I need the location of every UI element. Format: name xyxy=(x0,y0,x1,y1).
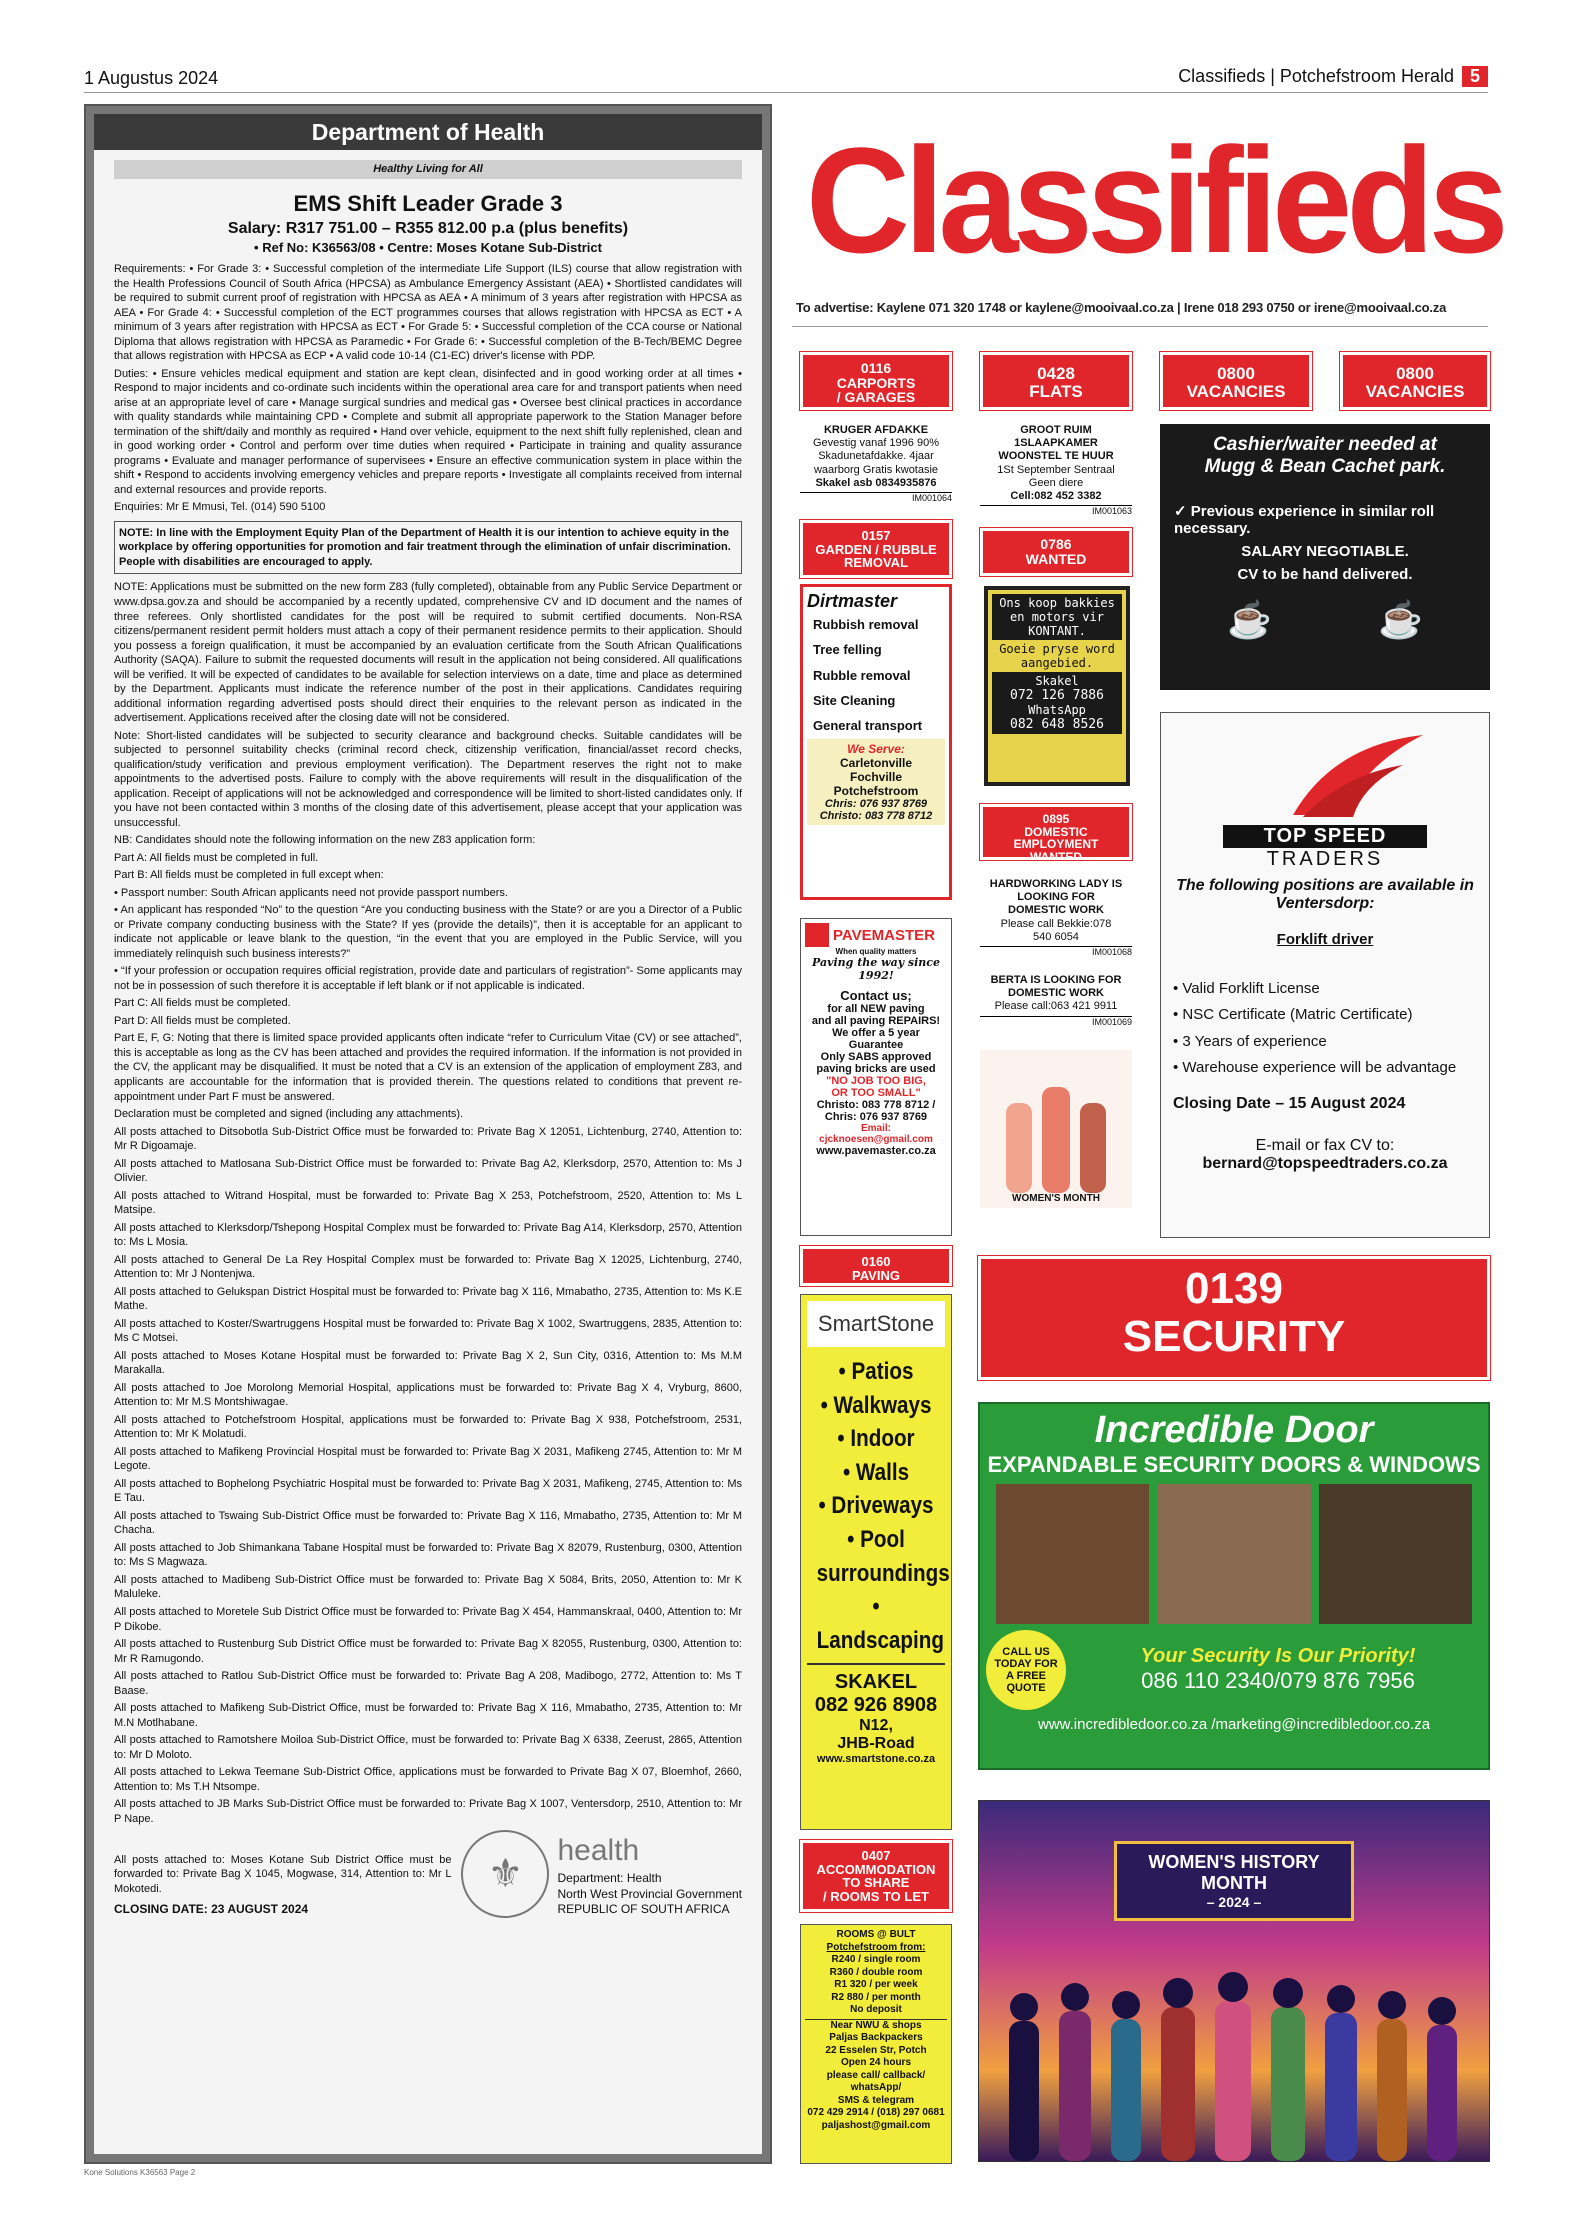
ad-line: • Pool xyxy=(847,1525,905,1553)
ad-line: surroundings xyxy=(816,1559,950,1587)
ad-line: Contact us; xyxy=(840,988,912,1003)
ad-line: • Walkways xyxy=(820,1391,932,1419)
window-photo-icon xyxy=(1157,1484,1310,1624)
application-paragraph: NB: Candidates should note the following information on the new Z83 application form: xyxy=(114,834,536,847)
ad-line: 540 6054 xyxy=(1033,930,1079,943)
application-paragraph: Part D: All fields must be completed. xyxy=(114,1014,291,1027)
ad-line: Open 24 hours xyxy=(840,2057,911,2068)
ad-line: • Driveways xyxy=(818,1492,934,1520)
ad-line: 22 Esselen Str, Potch xyxy=(825,2044,927,2056)
application-paragraph: All posts attached to Mafikeng Provincial Hospital must be forwarded to: Private Bag X 2031, Mafikeng 2745, Attention to: Mr M Legote. xyxy=(114,1445,742,1473)
application-paragraph: Part C: All fields must be completed. xyxy=(114,997,291,1010)
ad-line: Christo: 083 778 8712 / xyxy=(816,1099,936,1111)
ad-line: Skakel xyxy=(1035,674,1079,688)
page-date: 1 Augustus 2024 xyxy=(84,68,219,88)
page-header xyxy=(1178,66,1488,87)
ad-line: DOMESTIC WORK xyxy=(1008,904,1104,917)
application-paragraph: Note: Short-listed candidates will be subjected to security clearance and background checks. Suitable candidates will be subjected to personnel suitability checks (criminal record check, citizenship verification, financial/asset record checks, qualification/study verification and previous employment verification). The Department reserves the right not to make appointments to the advertised posts. Failure to comply with the above requirements will result in the disqualification of the application. Receipt of applications will not be acknowledged and correspondence will be limited to short-listed candidates only. If you have not been contacted within 3 months of the closing date of this advertisement, please accept that your application was unsuccessful. xyxy=(114,729,742,829)
ad-line: SMS & telegram xyxy=(837,2094,915,2106)
application-paragraph: • An applicant has responded “No” to the question “Are you conducting business with the State? or are you a Director of a Public or Private company conducting business with the State? If yes (provide the details)”, then it is acceptable for an applicant to indicate not applicable or leave blank to the question, “in the event that you are employed in the Public Service, will you immediately relinquish such business interests?” xyxy=(114,904,742,960)
ad-url: www.smartstone.co.za xyxy=(816,1753,936,1766)
ad-line: 072 126 7886 xyxy=(1010,688,1104,703)
advertise-contacts: To advertise: Kaylene 071 320 1748 or kaylene@mooivaal.co.za | Irene 018 293 0750 or irene@mooivaal.co.za xyxy=(796,300,1447,315)
door-photos xyxy=(996,1484,1472,1624)
application-paragraph: All posts attached to Moses Kotane Hospital must be forwarded to: Private Bag X 2, Sun City, 0316, Attention to: Ms M.M Marakalla. xyxy=(114,1349,742,1377)
ad-line: EXPANDABLE SECURITY DOORS & WINDOWS xyxy=(987,1451,1481,1477)
masthead-rule xyxy=(792,326,1488,327)
ad-line: R1 320 / per week xyxy=(834,1979,918,1990)
ad-line: WhatsApp xyxy=(1028,703,1086,717)
ad-line: Ons koop bakkies xyxy=(999,596,1115,610)
ad-line: Mugg & Bean Cachet park. xyxy=(1204,456,1446,477)
application-paragraph: All posts attached to Joe Morolong Memorial Hospital, applications must be forwarded to: Private Bag X 4, Vryburg, 8600, Attention to: Mr M.S Montshiwagae. xyxy=(114,1381,742,1409)
application-paragraph: All posts attached to Job Shimankana Tabane Hospital must be forwarded to: Private Bag X 82079, Rustenburg, 0300, Attention to: Ms S Magwaza. xyxy=(114,1541,742,1569)
wing-logo-icon xyxy=(1173,725,1477,825)
application-paragraph: Part A: All fields must be completed in full. xyxy=(114,851,319,864)
application-paragraph: All posts attached to Tswaing Sub-District Office must be forwarded to: Private Bag X 116, Mmabatho, 2735, Attention to: Mr M Chacha. xyxy=(114,1509,742,1537)
ad-line: Cashier/waiter needed at xyxy=(1213,434,1437,455)
post-title: EMS Shift Leader Grade 3 xyxy=(293,190,563,216)
ad-line: LOOKING FOR xyxy=(1017,891,1095,904)
ad-brand: TOP SPEED xyxy=(1223,825,1427,848)
ad-line: please call/ callback/ whatsApp/ xyxy=(826,2069,926,2093)
poster-year: – 2024 – xyxy=(1206,1894,1262,1910)
cat-paving: 0160 PAVING xyxy=(800,1246,952,1286)
ad-line: • NSC Certificate (Matric Certificate) xyxy=(1173,1006,1413,1024)
page-number: 5 xyxy=(1462,66,1488,87)
cat-vacancies-1: 0800 VACANCIES xyxy=(1160,352,1312,410)
ad-line: "NO JOB TOO BIG, xyxy=(826,1075,926,1087)
ad-email: bernard@topspeedtraders.co.za xyxy=(1202,1155,1448,1172)
ad-dirtmaster xyxy=(800,584,952,900)
ad-url: www.pavemaster.co.za xyxy=(816,1145,936,1157)
ad-line: Please call Bekkie:078 xyxy=(1000,917,1112,930)
ad-line: R360 / double room xyxy=(829,1966,923,1978)
enquiries: Enquiries: Mr E Mmusi, Tel. (014) 590 5100 xyxy=(114,501,326,514)
application-notes xyxy=(114,580,742,1826)
ad-hardworking xyxy=(980,878,1132,958)
ad-phone: 086 110 2340/079 876 7956 xyxy=(1141,1668,1415,1694)
ad-position: Forklift driver xyxy=(1276,931,1374,948)
ad-line: Skadunetafdakke. 4jaar xyxy=(818,450,934,463)
ad-line: R2 880 / per month xyxy=(831,1991,921,2003)
ad-phone: 082 926 8908 xyxy=(814,1694,938,1717)
health-tagline: Healthy Living for All xyxy=(114,160,742,179)
ad-line: Only SABS approved xyxy=(820,1051,932,1063)
ad-line: Near NWU & shops xyxy=(805,2019,947,2033)
ad-line: Geen diere xyxy=(1028,476,1084,489)
ad-line: We offer a 5 year xyxy=(832,1027,920,1039)
women-figures-icon xyxy=(979,1941,1490,2161)
ad-line: Guarantee xyxy=(848,1039,904,1051)
application-paragraph: Declaration must be completed and signed (including any attachments). xyxy=(114,1108,464,1121)
ad-cashier-waiter xyxy=(1160,424,1490,690)
ad-brand-sub: TRADERS xyxy=(1266,848,1384,870)
ad-line: • Patios xyxy=(838,1358,914,1385)
ad-line: SALARY NEGOTIABLE. xyxy=(1241,543,1409,560)
application-paragraph: All posts attached to Madibeng Sub-District Office must be forwarded to: Private Bag X 5084, Brits, 2050, Attention to: Mr K Maluleke. xyxy=(114,1573,742,1601)
ad-line: waarborg Gratis kwotasie xyxy=(813,463,939,476)
ad-line: Fochville xyxy=(849,769,902,784)
duties: Duties: • Ensure vehicles medical equipment and station are kept clean, disinfected and in good working order at all times • Respond to major incidents and co-ordinate such incidents within the operational area care for and transport patients when need arise at an appropriate level of care • Manage surgical sundries and medical gas • Oversee best clinical practices in accordance with quality standards while maintaining CPD • Complete and submit all appropriate paperwork to the Station Manager before termination of the shift/daily and monthly as required • Hand over vehicle, equipment to the next shift fully replenished, clean and in good working order • Control and perform over time duties when required • Participate in training and quality assurance programs • Evaluate and manager performance of supervisees • Ensure an effective communication system in place within the shift • Respond to accidents involving emergency vehicles and prepare reports • Investigate all complaints received from internal and external resources and provide reports. xyxy=(114,367,742,496)
ad-ref: IM001063 xyxy=(980,505,1132,517)
ad-line: Tree felling xyxy=(813,642,882,658)
application-paragraph: Part B: All fields must be completed in full except when: xyxy=(114,869,384,882)
coffee-cups-icon: ☕ ☕ xyxy=(1227,599,1423,640)
ad-phone: 072 429 2914 / (018) 297 0681 xyxy=(807,2107,945,2118)
ad-line: for all NEW paving xyxy=(827,1003,925,1015)
ad-line: Rubble removal xyxy=(813,667,911,683)
application-paragraph: All posts attached to Klerksdorp/Tshepong Hospital Complex must be forwarded to: Private Bag A14, Klerksdorp, 2570, Attention to: Ms L Mosia. xyxy=(114,1221,742,1249)
ad-line: Potchefstroom xyxy=(833,783,919,798)
ad-line: SKAKEL xyxy=(807,1663,945,1694)
application-paragraph: All posts attached to Mafikeng Sub-District Office, must be forwarded to: Private Bag X 116, Mmabatho, 2735, Attention to: Mr M.N Motlhabane. xyxy=(114,1702,742,1729)
ad-line: Christo: 083 778 8712 xyxy=(819,809,933,822)
ad-rooms-bult xyxy=(800,1924,952,2164)
ad-line: We Serve: xyxy=(847,741,905,756)
ad-line: 1St September Sentraal xyxy=(997,463,1115,476)
logo-line: North West Provincial Government xyxy=(557,1886,742,1901)
ad-line: • 3 Years of experience xyxy=(1173,1032,1327,1050)
post-ref: • Ref No: K36563/08 • Centre: Moses Kotane Sub-District xyxy=(254,240,602,256)
ad-line: General transport xyxy=(813,718,923,734)
ad-groot-ruim xyxy=(980,424,1132,517)
application-paragraph: All posts attached to Gelukspan District Hospital must be forwarded to: Private bag X 116, Mmabatho, 2735, Attention to: Ms K.E Mathe. xyxy=(114,1285,742,1313)
ad-kruger-afdakke xyxy=(800,424,952,504)
ad-line: R240 / single room xyxy=(831,1954,921,1965)
ad-line: Gevestig vanaf 1996 90% xyxy=(813,437,939,450)
ad-brand: PAVEMASTER xyxy=(833,926,935,944)
cat-vacancies-2: 0800 VACANCIES xyxy=(1340,352,1490,410)
ad-line: The following positions are available in Ventersdorp: xyxy=(1176,877,1474,912)
last-post: All posts attached to: Moses Kotane Sub District Office must be forwarded to: Private Bag X 1045, Mogwase, 314, Attention to: Mr L Mokotedi. xyxy=(114,1853,452,1895)
ad-incredible-door xyxy=(978,1402,1490,1770)
application-paragraph: All posts attached to Matlosana Sub-District Office must be forwarded to: Private Bag A2, Klerksdorp, 2570, Attention to: Ms J Olivier. xyxy=(114,1157,742,1185)
ad-line: BERTA IS LOOKING FOR xyxy=(990,974,1122,986)
equity-note: NOTE: In line with the Employment Equity Plan of the Department of Health it is our intention to achieve equity in the workplace by offering opportunities for promotion and fair treatment through the elimination of unfair discrimination. People with disabilities are encouraged to apply. xyxy=(114,521,742,575)
paper-name: Classifieds | Potchefstroom Herald xyxy=(1178,66,1454,86)
ad-line: CV to be hand delivered. xyxy=(1237,566,1413,583)
application-paragraph: All posts attached to Ratlou Sub-District Office must be forwarded to: Private Bag A 208, Madibogo, 2772, Attention to: Ms T Baase. xyxy=(114,1670,742,1697)
requirements: Requirements: • For Grade 3: • Successful completion of the intermediate Life Support (ILS) course that allow registration with the Health Professions Council of South Africa (HPCSA) as Ambulance Emergency Assistant (AEA) • Shortlisted candidates will be required to submit current proof of registration with HPCSA as AEA • A minimum of 3 years after registration with HPCSA as AEA • For Grade 4: • Successful completion of the ECT programmes courses that allows registration with HPCSA as ECT • A minimum of 3 years after registration with HPCSA as ECT • For Grade 5: • Successful completion of the CCA course or National Diploma that allows registration with HPCSA as Paramedic • For Grade 6: • Successful completion of the B-Tech/BEMC Degree that allows registration with HPCSA as ECP • A valid code 10-14 (C1-EC) driver's license with PDP. xyxy=(114,263,742,363)
ad-line: 1SLAAPKAMER xyxy=(1014,437,1098,450)
cat-garden-rubble: 0157 GARDEN / RUBBLE REMOVAL xyxy=(800,520,952,578)
application-paragraph: • Passport number: South African applicants need not provide passport numbers. xyxy=(114,886,508,899)
ad-line: Rubbish removal xyxy=(813,617,919,632)
ad-line: KRUGER AFDAKKE xyxy=(823,424,929,436)
health-advert xyxy=(84,104,772,2164)
ad-line: Chris: 076 937 8769 xyxy=(824,1111,928,1123)
door-photo-icon xyxy=(996,1484,1149,1624)
ad-line: Carletonville xyxy=(839,755,913,770)
call-badge: CALL US TODAY FOR A FREE QUOTE xyxy=(986,1630,1066,1710)
ad-closing: Closing Date – 15 August 2024 xyxy=(1173,1095,1406,1112)
coat-of-arms-icon: ⚜ xyxy=(461,1830,549,1918)
health-banner: Department of Health xyxy=(94,114,762,150)
cat-carports: 0116 CARPORTS / GARAGES xyxy=(800,352,952,410)
ad-line: Paving the way since 1992! xyxy=(812,956,940,982)
application-paragraph: All posts attached to Ditsobotla Sub-District Office must be forwarded to: Private Bag X 12051, Lichtenburg, 2740, Attention to: Mr R Digoamaje. xyxy=(114,1125,742,1153)
ad-ref: IM001068 xyxy=(980,946,1132,958)
ad-ref: IM001069 xyxy=(980,1016,1132,1028)
poster-title: WOMEN'S HISTORY MONTH xyxy=(1148,1852,1320,1893)
ad-line: OR TOO SMALL" xyxy=(831,1087,921,1099)
ad-brand: Incredible Door xyxy=(1094,1409,1374,1451)
ad-line: Please call:063 421 9911 xyxy=(994,1000,1118,1013)
ad-line: WOONSTEL TE HUUR xyxy=(998,450,1114,463)
ad-line: HARDWORKING LADY IS xyxy=(989,878,1123,890)
ad-line: paving bricks are used xyxy=(816,1063,936,1075)
ad-line: ROOMS @ BULT xyxy=(836,1929,916,1940)
ad-line: JHB-Road xyxy=(837,1735,915,1753)
ad-line: ✓ Previous experience in similar roll necessary. xyxy=(1174,503,1435,537)
pavemaster-logo-icon xyxy=(805,923,829,947)
health-logo xyxy=(461,1830,742,1918)
womens-month-graphic xyxy=(980,1050,1132,1208)
ad-line: and all paving REPAIRS! xyxy=(811,1015,941,1027)
application-paragraph: All posts attached to Moretele Sub District Office must be forwarded to: Private Bag X 454, Hammanskraal, 0400, Attention to: Mr P Dikobe. xyxy=(114,1606,742,1633)
logo-word: health xyxy=(557,1834,640,1868)
ad-line: E-mail or fax CV to: xyxy=(1255,1137,1395,1154)
ad-line: • Valid Forklift License xyxy=(1173,980,1320,997)
ad-line: • Walls xyxy=(842,1458,910,1486)
ad-line: No deposit xyxy=(850,2004,902,2015)
ad-ons-koop xyxy=(984,586,1130,786)
ad-line: Goeie pryse word xyxy=(999,642,1115,656)
cat-security: 0139 SECURITY xyxy=(978,1256,1490,1380)
ad-url: www.incredibledoor.co.za /marketing@incredibledoor.co.za xyxy=(1037,1715,1431,1733)
application-paragraph: All posts attached to Ramotshere Moiloa Sub-District Office, must be forwarded to: Private Bag X 6338, Zeerust, 2865, Attention to: Mr D Moloto. xyxy=(114,1734,742,1761)
cat-wanted: 0786 WANTED xyxy=(980,528,1132,576)
ad-line: Paljas Backpackers xyxy=(829,2032,923,2043)
gate-photo-icon xyxy=(1319,1484,1472,1624)
raised-fists-icon xyxy=(986,1073,1126,1193)
logo-line: Department: Health xyxy=(557,1870,662,1885)
ad-line: N12, xyxy=(859,1717,893,1735)
ad-line: KONTANT. xyxy=(1028,624,1086,638)
application-paragraph: All posts attached to General De La Rey Hospital Complex must be forwarded to: Private Bag X 12025, Lichtenburg, 2740, Attention to: Mr J Nontenjwa. xyxy=(114,1253,742,1281)
womens-history-month-poster xyxy=(978,1800,1490,2162)
ad-line: • Warehouse experience will be advantage xyxy=(1173,1058,1457,1076)
application-paragraph: NOTE: Applications must be submitted on the new form Z83 (fully completed), obtainable from any Public Service Department or www.dpsa.gov.za and should be accompanied by a recently updated, comprehensive CV and ID document and the names of three referees. Only shortlisted candidates for the post will be required to submit certified documents. Non-RSA citizens/permanent resident permit holders must attach a copy of their permanent residence permits to their application. Should you possess a foreign qualification, it must be accompanied by an evaluation certificate from the South African Qualifications Authority (SAQA). Failure to submit the requested documents will result in the application not being considered. All qualifications will be verified. It will be expected of candidates to be available for selection interviews on a date, time and place as determined by the Department. Applicants must indicate the reference number of the post in their applications. Candidates requiring additional information regarding advertised posts should direct their enquiries to the relevant person as indicated in the advertisement. Applications received after the closing date will not be considered. xyxy=(114,581,742,725)
ad-top-speed-traders xyxy=(1160,712,1490,1238)
ad-brand: Dirtmaster xyxy=(807,591,898,611)
cat-accommodation: 0407 ACCOMMODATION TO SHARE / ROOMS TO LET xyxy=(800,1840,952,1912)
application-paragraph: All posts attached to Potchefstroom Hospital, applications must be forwarded to: Private Bag X 938, Potchefstroom, 2531, Attention to: Mr K Molatudi. xyxy=(114,1413,742,1441)
ad-line: aangebied. xyxy=(1020,656,1094,670)
ad-ref: IM001064 xyxy=(800,492,952,504)
cat-flats: 0428 FLATS xyxy=(980,352,1132,410)
ad-line: DOMESTIC WORK xyxy=(1008,987,1104,1000)
application-paragraph: • “If your profession or occupation requires official registration, provide date and particulars of registration”- Some applicants may not be in possession of such therefore it is acceptable if left blank or if not applicable is indicated. xyxy=(114,965,742,992)
application-paragraph: Part E, F, G: Noting that there is limited space provided applicants often indicate “refer to Curriculum Vitae (CV) or see attached”, this is acceptable as long as the CV has been attached and provides the required information. If the information is not provided in the CV, the applicant may be disqualified. It must be noted that a CV is an extension of the application of employment Z83, and applicants are accountable for the information that is provided therein. The questions related to conditions that prevent re-appointment under Part F must be answered. xyxy=(114,1032,742,1103)
ad-line: Cell:082 452 3382 xyxy=(1010,489,1102,502)
ad-email: Email: cjcknoesen@gmail.com xyxy=(819,1123,933,1145)
womens-month-label: WOMEN'S MONTH xyxy=(1012,1193,1100,1204)
ad-line: When quality matters xyxy=(835,947,917,956)
ad-pavemaster xyxy=(800,918,952,1236)
application-paragraph: All posts attached to Rustenburg Sub District Office must be forwarded to: Private Bag X 82055, Rustenburg, 0300, Attention to: Mr R Ramugondo. xyxy=(114,1638,742,1665)
ad-line: GROOT RUIM xyxy=(1020,424,1092,436)
logo-line: REPUBLIC OF SOUTH AFRICA xyxy=(557,1902,730,1917)
ad-line: Chris: 076 937 8769 xyxy=(824,797,928,810)
ad-footnote: Kone Solutions K36563 Page 2 xyxy=(84,2168,196,2177)
ad-line: • Landscaping xyxy=(816,1593,944,1654)
ad-brand: SmartStone xyxy=(807,1301,945,1347)
health-footer xyxy=(114,1830,742,1918)
application-paragraph: All posts attached to Bophelong Psychiatric Hospital must be forwarded to: Private Bag X 2031, Mafikeng, 2745, Attention to: Ms E Tau. xyxy=(114,1477,742,1505)
ad-berta xyxy=(980,974,1132,1027)
classifieds-masthead: Classifieds xyxy=(805,116,1503,284)
ad-line: en motors vir xyxy=(1010,610,1104,624)
ad-line: Your Security Is Our Priority! xyxy=(1140,1645,1416,1668)
post-salary: Salary: R317 751.00 – R355 812.00 p.a (plus benefits) xyxy=(227,219,629,237)
ad-email: paljashost@gmail.com xyxy=(821,2119,931,2131)
application-paragraph: All posts attached to Koster/Swartruggens Hospital must be forwarded to: Private Bag X 1002, Swartruggens, 2835, Attention to: Ms C Motsei. xyxy=(114,1317,742,1345)
application-paragraph: All posts attached to Witrand Hospital, must be forwarded to: Private Bag X 253, Potchefstroom, 2520, Attention to: Ms L Matsipe. xyxy=(114,1189,742,1217)
header-rule xyxy=(84,92,1488,93)
closing-date: CLOSING DATE: 23 AUGUST 2024 xyxy=(114,1902,309,1917)
cat-domestic: 0895 DOMESTIC EMPLOYMENT WANTED xyxy=(980,804,1132,860)
ad-smartstone xyxy=(800,1294,952,1830)
application-paragraph: All posts attached to JB Marks Sub-District Office must be forwarded to: Private Bag X 1007, Ventersdorp, 2510, Attention to: Mr P Nape. xyxy=(114,1798,742,1825)
ad-line: 082 648 8526 xyxy=(1010,717,1104,732)
ad-line: Skakel asb 0834935876 xyxy=(815,476,937,489)
ad-line: Site Cleaning xyxy=(813,693,896,709)
application-paragraph: All posts attached to Lekwa Teemane Sub-District Office, applications must be forwarded to Private Bag X 07, Bloemhof, 2660, Attention to: Ms T.H Ntsompe. xyxy=(114,1766,742,1793)
ad-line: Potchefstroom from: xyxy=(826,1941,926,1953)
ad-line: • Indoor xyxy=(837,1425,915,1453)
